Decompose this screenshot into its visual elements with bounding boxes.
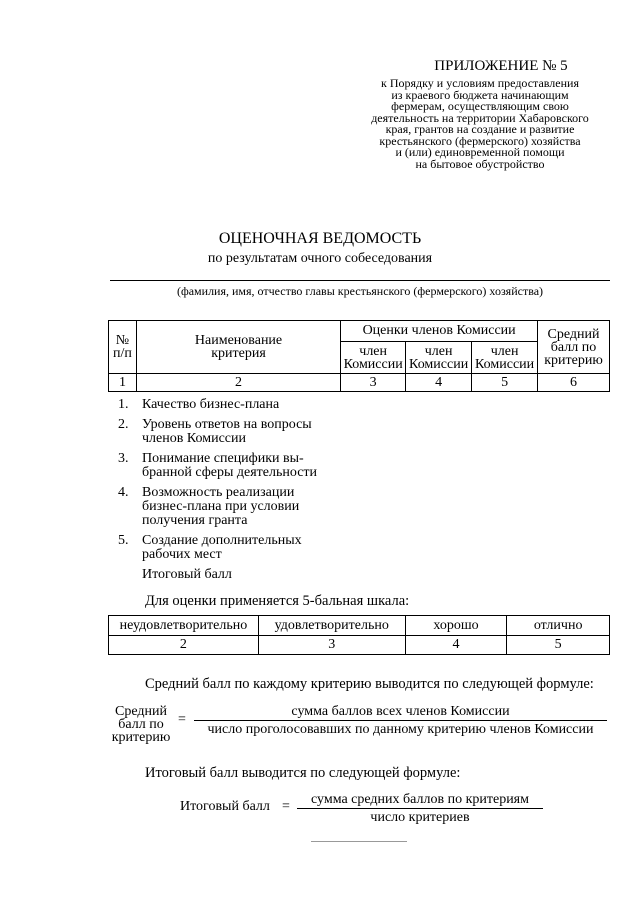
formula2-denominator: число критериев <box>370 810 470 825</box>
formula2-fraction-bar <box>297 808 543 809</box>
total-label: Итоговый балл <box>142 567 232 582</box>
member-header: член Комиссии <box>341 342 406 374</box>
appendix-line: фермерам, осуществляющим свою <box>391 99 569 113</box>
commission-header: Оценки членов Комиссии <box>341 321 538 342</box>
list-item <box>118 452 317 480</box>
index-cell: 4 <box>406 374 472 392</box>
appendix-line: из краевого бюджета начинающим <box>391 87 569 102</box>
appendix-header <box>360 58 600 170</box>
formula1-left: Средний балл по критерию <box>111 704 171 745</box>
criterion-number: 4. <box>118 485 129 500</box>
table-index-row <box>109 374 610 392</box>
num-header: № п/п <box>109 321 137 374</box>
criterion-text: Уровень ответов на вопросы членов Комиссии <box>142 417 312 446</box>
criterion-text: Качество бизнес-плана <box>142 397 280 412</box>
scale-table <box>108 615 610 655</box>
index-cell: 3 <box>341 374 406 392</box>
index-cell: 6 <box>538 374 610 392</box>
appendix-line: края, грантов на создание и развитие <box>385 122 575 136</box>
criterion-number: 5. <box>118 533 129 548</box>
scale-label: отлично <box>507 616 610 636</box>
formula1-denominator: число проголосовавших по данному критерию членов Комиссии <box>207 722 594 737</box>
member-header: член Комиссии <box>406 342 472 374</box>
appendix-title: ПРИЛОЖЕНИЕ № 5 <box>434 58 568 74</box>
scale-label: неудовлетворительно <box>109 616 259 636</box>
list-item <box>118 534 317 562</box>
scale-value: 5 <box>507 636 610 655</box>
total-row <box>118 568 317 582</box>
scale-value: 3 <box>258 636 405 655</box>
formula2-intro: Итоговый балл выводится по следующей формуле: <box>145 765 461 781</box>
criterion-number: 1. <box>118 397 129 412</box>
appendix-line: деятельность на территории Хабаровского <box>371 110 589 125</box>
appendix-line: крестьянского (фермерского) хозяйства <box>379 133 581 148</box>
scale-value: 2 <box>109 636 259 655</box>
list-item <box>118 418 317 446</box>
criterion-text: Возможность реализации бизнес-плана при условии получения гранта <box>142 485 300 528</box>
scale-label-row <box>109 616 610 636</box>
scale-value-row <box>109 636 610 655</box>
scale-intro: Для оценки применяется 5-бальная шкала: <box>145 593 410 609</box>
list-item <box>118 398 317 412</box>
criterion-text: Создание дополнительных рабочих мест <box>142 533 302 562</box>
evaluation-table <box>108 320 610 392</box>
criteria-list <box>118 398 317 588</box>
appendix-line: на бытовое обустройство <box>415 156 545 171</box>
appendix-text <box>360 78 600 170</box>
criterion-number: 2. <box>118 417 129 432</box>
index-cell: 2 <box>136 374 340 392</box>
appendix-line: и (или) единовременной помощи <box>395 145 565 159</box>
formula1-equals: = <box>178 712 186 727</box>
scale-label: хорошо <box>405 616 507 636</box>
scale-label: удовлетворительно <box>258 616 405 636</box>
scale-value: 4 <box>405 636 507 655</box>
name-caption: (фамилия, имя, отчество главы крестьянского (фермерского) хозяйства) <box>176 284 544 298</box>
criterion-text: Понимание специфики вы- бранной сферы деятельности <box>142 451 318 480</box>
table-header-row <box>109 321 610 342</box>
end-divider <box>311 841 407 842</box>
index-cell: 1 <box>109 374 137 392</box>
formula2-equals: = <box>282 799 290 814</box>
avg-header: Средний балл по критерию <box>538 321 610 374</box>
formula1-numerator: сумма баллов всех членов Комиссии <box>291 704 510 719</box>
formula1-fraction-bar <box>194 720 607 721</box>
criterion-number: 3. <box>118 451 129 466</box>
index-cell: 5 <box>472 374 538 392</box>
name-fill-line <box>110 280 610 281</box>
document-subtitle: по результатам очного собеседования <box>207 251 433 266</box>
formula2-numerator: сумма средних баллов по критериям <box>311 792 529 807</box>
formula1-intro: Средний балл по каждому критерию выводится по следующей формуле: <box>145 676 594 692</box>
appendix-line: к Порядку и условиям предоставления <box>381 76 579 90</box>
list-item <box>118 486 317 528</box>
member-header: член Комиссии <box>472 342 538 374</box>
criterion-header: Наименование критерия <box>136 321 340 374</box>
formula2-left: Итоговый балл <box>180 799 270 814</box>
document-title: ОЦЕНОЧНАЯ ВЕДОМОСТЬ <box>218 230 422 247</box>
